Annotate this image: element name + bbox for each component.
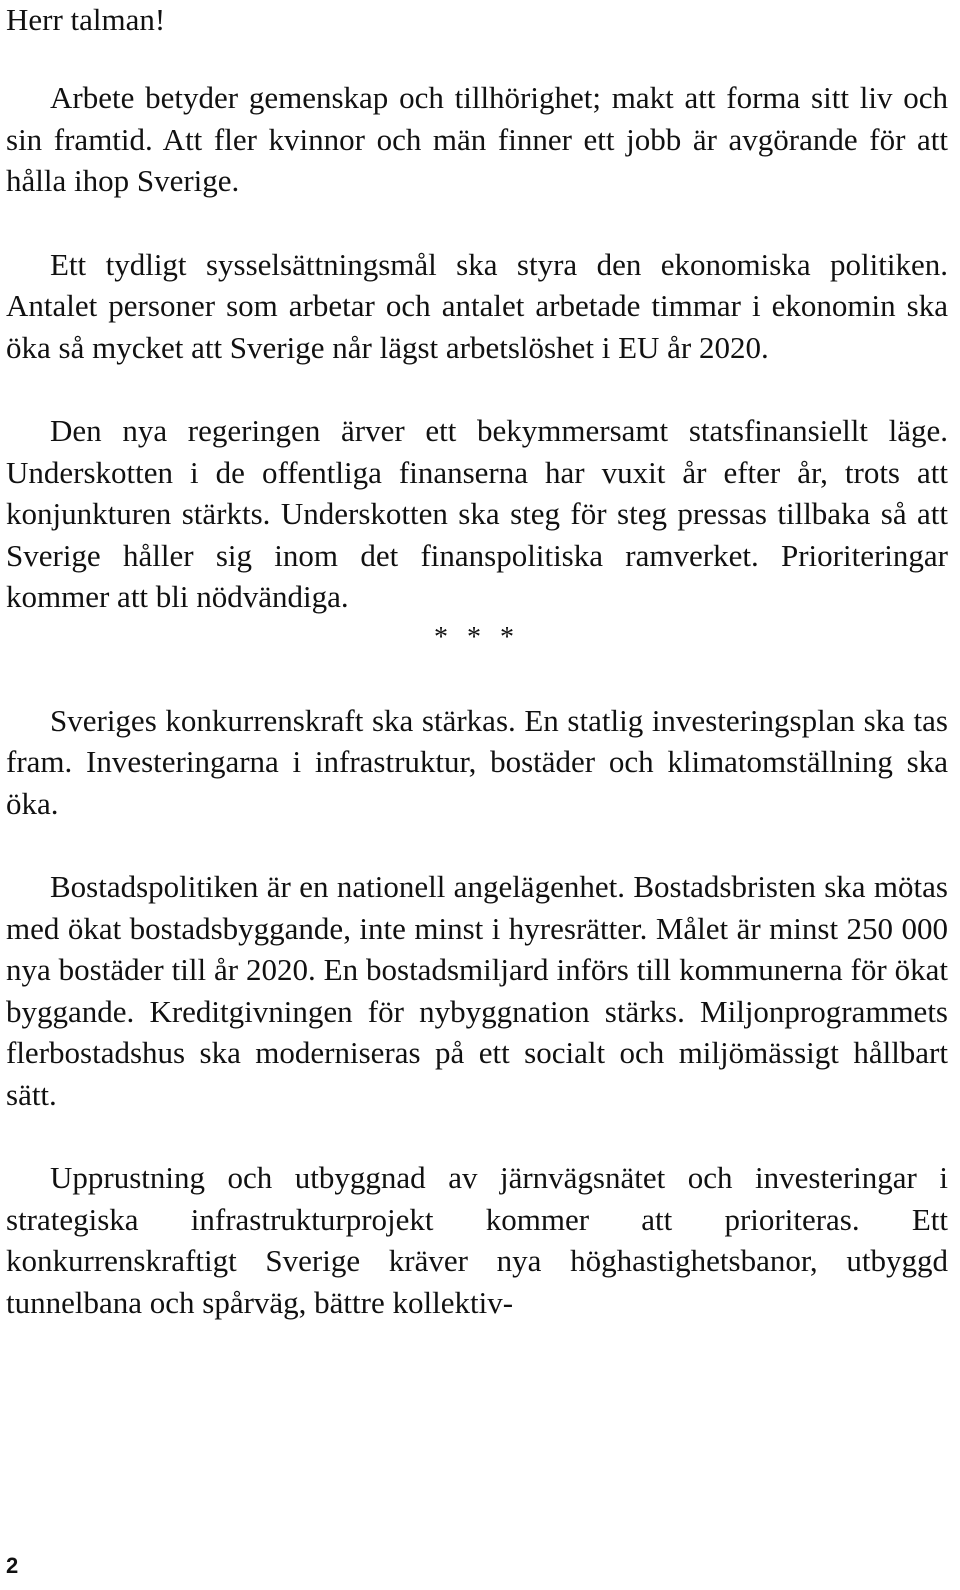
- page-number: 2: [6, 1553, 19, 1578]
- paragraph-competitiveness: Sveriges konkurrenskraft ska stärkas. En statlig investeringsplan ska tas fram. Investeringarna i infrastruktur, bostäder och klimatomställning ska öka.: [6, 702, 948, 821]
- paragraph-infrastructure: Upprustning och utbyggnad av järnvägsnätet och investeringar i strategiska infrastrukturprojekt kommer att prioriteras. Ett konkurrenskraftigt Sverige kräver nya höghastighetsbanor, utbyggd tunnelbana och spårväg, bättre kollektiv-: [6, 1160, 948, 1320]
- document-page: [6, 0, 948, 1323]
- paragraph-work: Arbete betyder gemenskap och tillhörighet; makt att forma sitt liv och sin framtid. Att fler kvinnor och män finner ett jobb är avgörande för att hålla ihop Sverige.: [6, 80, 948, 198]
- salutation: Herr talman!: [6, 2, 166, 37]
- paragraph-housing: Bostadspolitiken är en nationell angelägenhet. Bostadsbristen ska mötas med ökat bostadsbyggande, inte minst i hyresrätter. Målet är minst 250 000 nya bostäder till år 2020. En bostadsmiljard införs till kommunerna för ökat byggande. Kreditgivningen för nybyggnation stärks. Miljonprogrammets flerbostadshus ska moderniseras på ett socialt och miljömässigt hållbart sätt.: [6, 869, 948, 1112]
- section-separator: * * *: [434, 621, 520, 653]
- paragraph-employment-goal: Ett tydligt sysselsättningsmål ska styra den ekonomiska politiken. Antalet personer som arbetar och antalet arbetade timmar i ekonomin ska öka så mycket att Sverige når lägst arbetslöshet i EU år 2020.: [6, 246, 948, 365]
- paragraph-public-finances: Den nya regeringen ärver ett bekymmersamt statsfinansiellt läge. Underskotten i de offentliga finanserna har vuxit år efter år, trots att konjunkturen stärkts. Underskotten ska steg för steg pressas tillbaka så att Sverige håller sig inom det finanspolitiska ramverket. Prioriteringar kommer att bli nödvändiga.: [6, 413, 948, 614]
